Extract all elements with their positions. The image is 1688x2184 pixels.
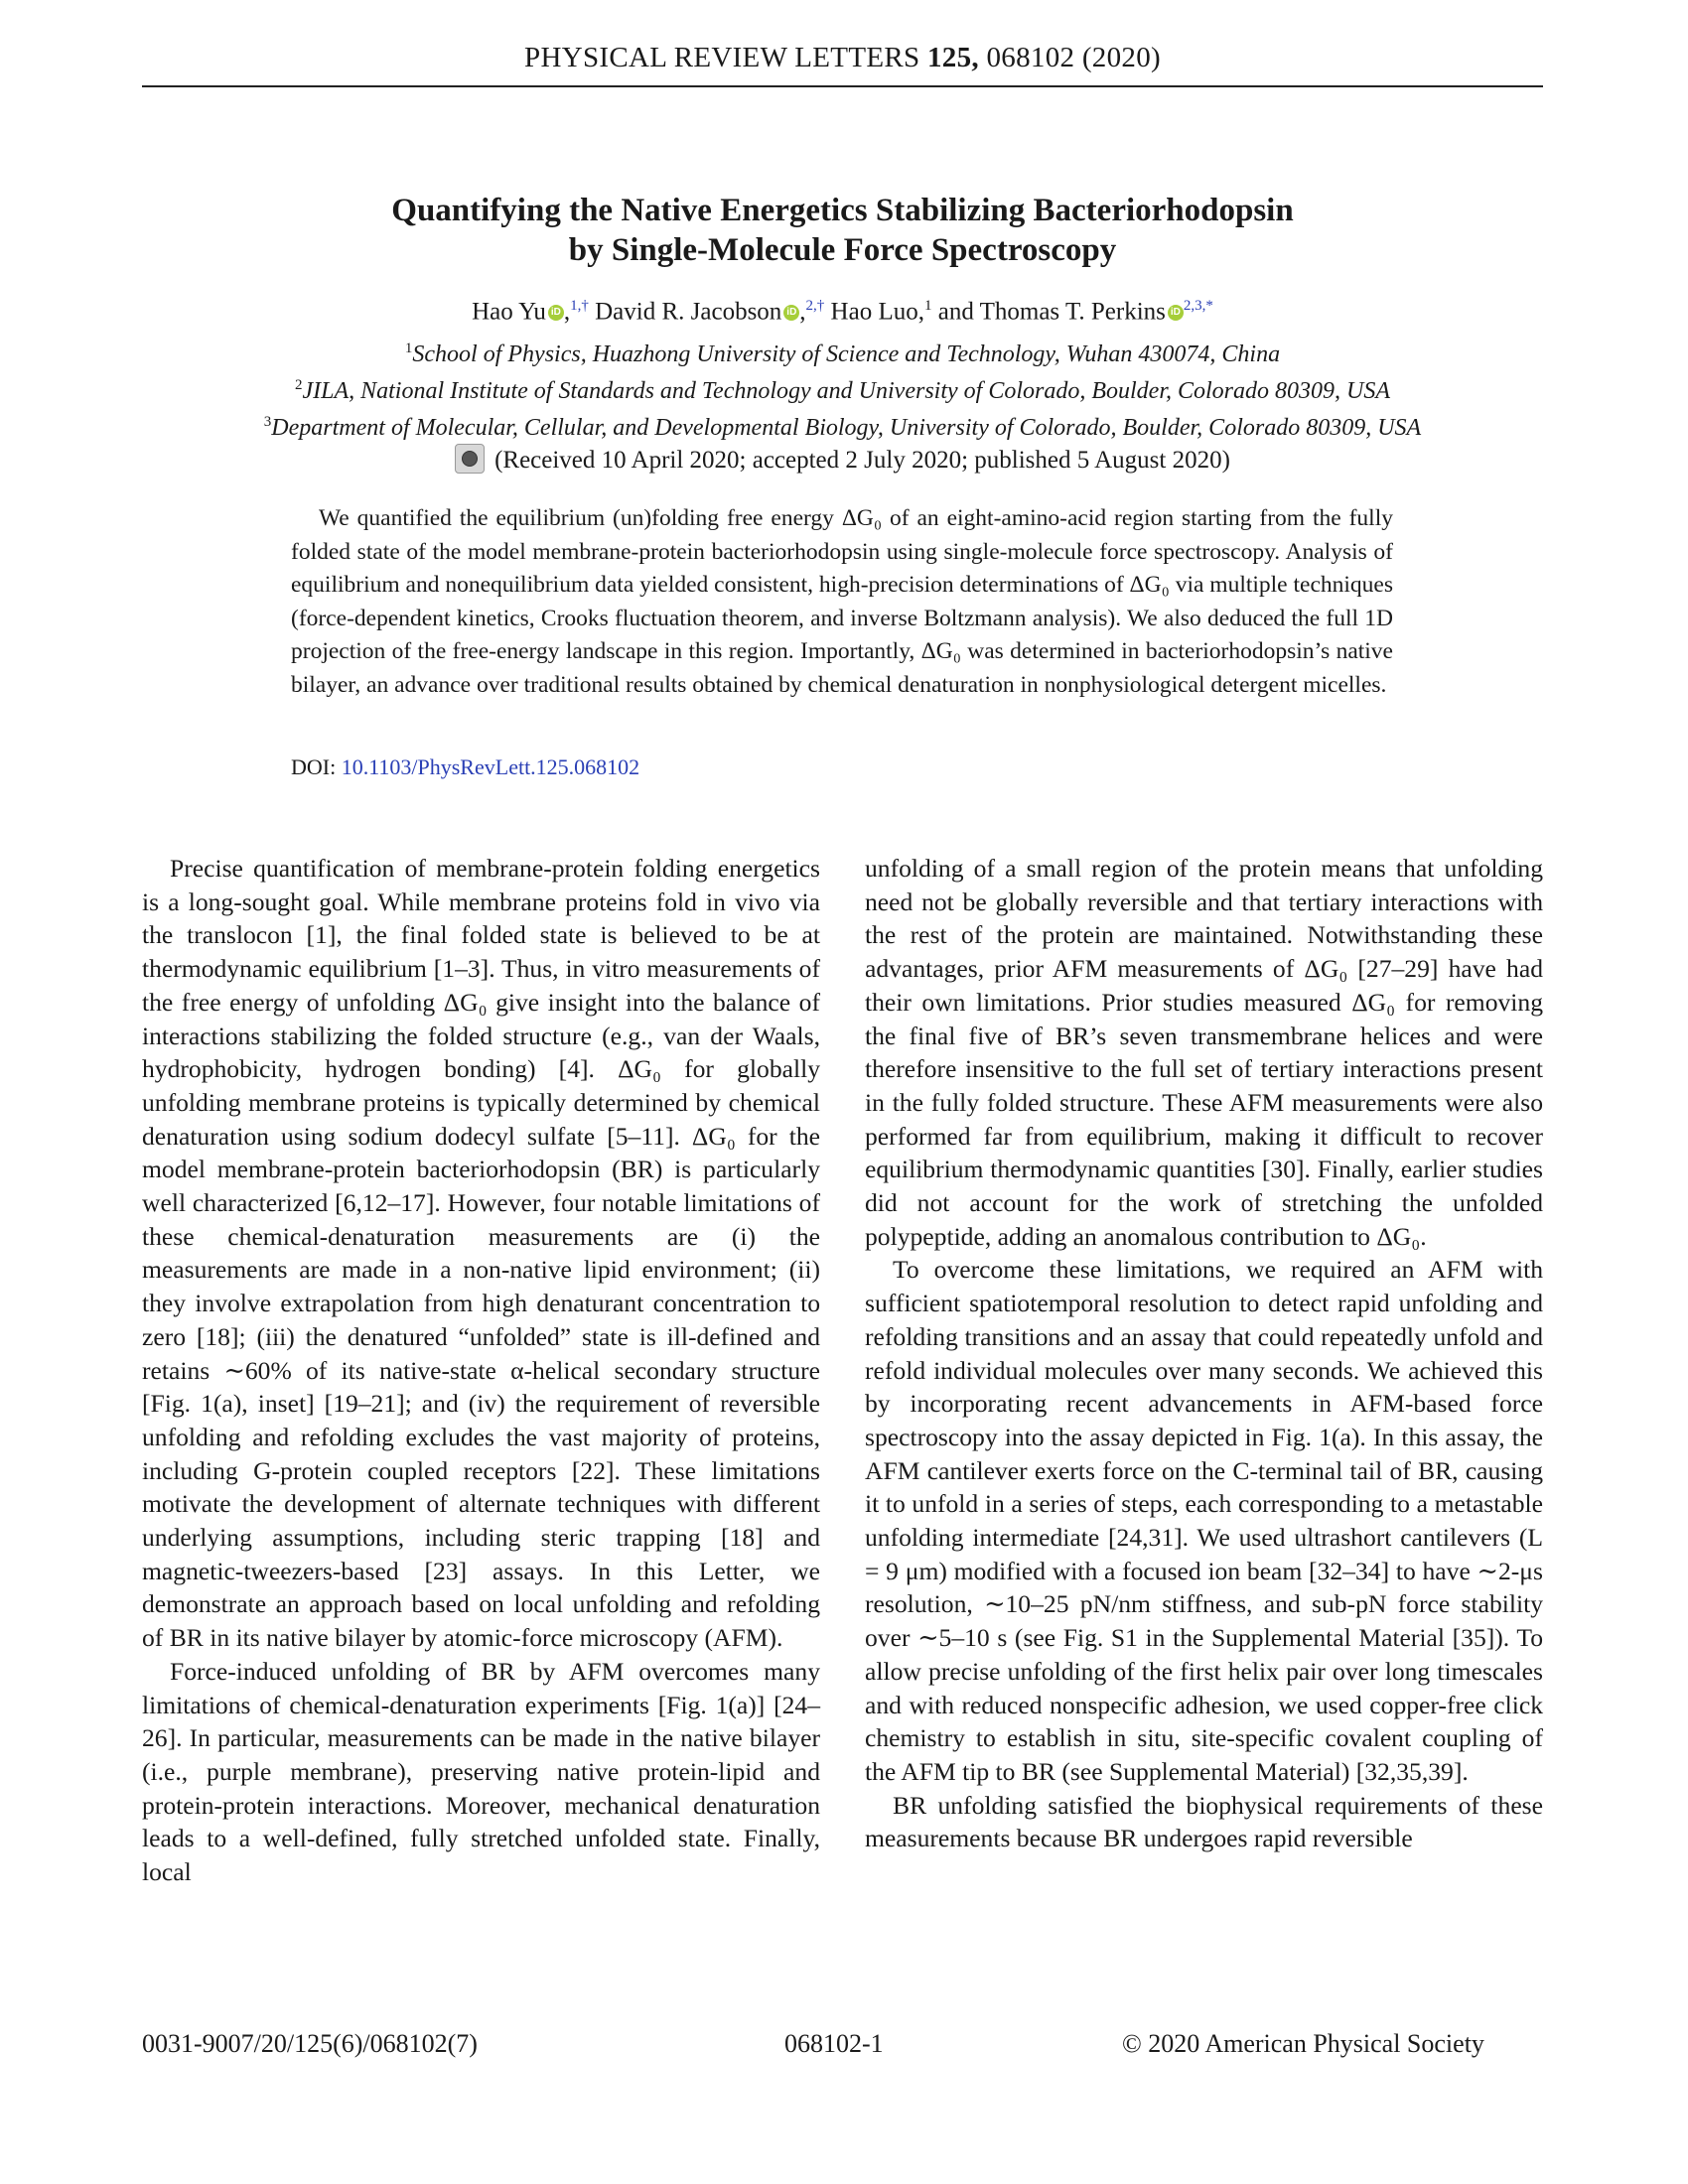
body-paragraph: Precise quantification of membrane-protein folding energetics is a long-sought goal. While membrane proteins fold in vivo via the translocon [1], the final folded state is believed to be at thermodynamic equilibrium [1–3]. Thus, in vitro measurements of the free energy of unfolding ΔG₀ give insight into the balance of interactions stabilizing the folded structure (e.g., van der Waals, hydrophobicity, hydrogen bonding) [4]. ΔG₀ for globally unfolding membrane proteins is typically determined by chemical denaturation using sodium dodecyl sulfate [5–11]. ΔG₀ for the model membrane-protein bacteriorhodopsin (BR) is particularly well characterized [6,12–17]. However, four notable limitations of these chemical-denaturation measurements are (i) the measurements are made in a non-native lipid environment; (ii) they involve extrapolation from high denaturant concentration to zero [18]; (iii) the denatured “unfolded” state is ill-defined and retains ∼60% of its native-state α-helical secondary structure [Fig. 1(a), inset] [19–21]; and (iv) the requirement of reversible unfolding and refolding excludes the vast majority of proteins, including G-protein coupled receptors [22]. These limitations motivate the development of alternate techniques with different underlying assumptions, including steric trapping [18] and magnetic-tweezers-based [23] assays. In this Letter, we demonstrate an approach based on local unfolding and refolding of BR in its native bilayer by atomic-force microscopy (AFM).: [142, 854, 820, 1653]
author-name: David R. Jacobson: [595, 298, 782, 326]
author-name: and Thomas T. Perkins: [937, 298, 1166, 326]
body-paragraph: BR unfolding satisfied the biophysical requirements of these measurements because BR undergoes rapid reversible: [865, 1790, 1543, 1853]
author-name: Hao Yu: [472, 298, 546, 326]
affiliation-text: JILA, National Institute of Standards and Technology and University of Colorado, Boulder, Colorado 80309, USA: [302, 378, 1391, 404]
affiliation: [142, 370, 1543, 407]
running-header: [142, 42, 1543, 74]
doi-link[interactable]: 10.1103/PhysRevLett.125.068102: [341, 754, 640, 779]
affiliation-text: Department of Molecular, Cellular, and Developmental Biology, University of Colorado, Boulder, Colorado 80309, USA: [271, 415, 1422, 441]
title-line-2: by Single-Molecule Force Spectroscopy: [568, 232, 1117, 268]
footer-page-number: 068102-1: [784, 2029, 884, 2058]
author-list: Hao Yu iD ,$^{1,\dagger}$ David R. Jacobson iD ,$^{2,\dagger}$ Hao Luo,$^1$ and Thomas T. Perkins iD $^{2,3,*}$: [472, 298, 1213, 326]
body-column-left: [142, 852, 820, 1889]
article-number-year: 068102 (2020): [986, 42, 1161, 73]
orcid-icon[interactable]: iD: [548, 305, 564, 321]
affiliation-number: 3: [263, 414, 272, 430]
body-paragraph: Force-induced unfolding of BR by AFM overcomes many limitations of chemical-denaturation experiments [Fig. 1(a)] [24–26]. In particular, measurements can be made in the native bilayer (i.e., purple membrane), preserving native protein-lipid and protein-protein interactions. Moreover, mechanical denaturation leads to a well-defined, fully stretched unfolded state. Finally, local: [142, 1656, 820, 1887]
author-affiliation-mark: 2,3,*: [1183, 298, 1213, 314]
check-for-updates-icon[interactable]: [455, 444, 485, 474]
abstract: [291, 502, 1393, 702]
orcid-icon[interactable]: iD: [1168, 305, 1184, 321]
author-affiliation-mark: 1: [923, 298, 932, 314]
received-text: (Received 10 April 2020; accepted 2 July 2020; published 5 August 2020): [494, 447, 1230, 474]
affiliations: [142, 334, 1543, 444]
affiliation-text: School of Physics, Huazhong University of Science and Technology, Wuhan 430074, China: [412, 341, 1281, 367]
author-affiliation-mark: 2,†: [805, 298, 825, 314]
abstract-text: We quantified the equilibrium (un)folding free energy ΔG₀ of an eight-amino-acid region starting from the fully folded state of the model membrane-protein bacteriorhodopsin using single-molecule force spectroscopy. Analysis of equilibrium and nonequilibrium data yielded consistent, high-precision determinations of ΔG₀ via multiple techniques (force-dependent kinetics, Crooks fluctuation theorem, and inverse Boltzmann analysis). We also deduced the full 1D projection of the free-energy landscape in this region. Importantly, ΔG₀ was determined in bacteriorhodopsin’s native bilayer, an advance over traditional results obtained by chemical denaturation in nonphysiological detergent micelles.: [291, 505, 1393, 698]
body-paragraph: To overcome these limitations, we required an AFM with sufficient spatiotemporal resolution to detect rapid unfolding and refolding transitions and an assay that could repeatedly unfold and refold individual molecules over many seconds. We achieved this by incorporating recent advancements in AFM-based force spectroscopy into the assay depicted in Fig. 1(a). In this assay, the AFM cantilever exerts force on the C-terminal tail of BR, causing it to unfold in a series of steps, each corresponding to a metastable unfolding intermediate [24,31]. We used ultrashort cantilevers (L = 9 μm) modified with a focused ion beam [32–34] to have ∼2-μs resolution, ∼10–25 pN/nm stiffness, and sub-pN force stability over ∼5–10 s (see Fig. S1 in the Supplemental Material [35]). To allow precise unfolding of the first helix pair over long timescales and with reduced nonspecific adhesion, we used copper-free click chemistry to establish in situ, site-specific covalent coupling of the AFM tip to BR (see Supplemental Material) [32,35,39].: [865, 1255, 1543, 1786]
title-line-1: Quantifying the Native Energetics Stabilizing Bacteriorhodopsin: [391, 193, 1294, 228]
affiliation-number: 1: [404, 341, 413, 356]
author-name: Hao Luo,: [830, 298, 924, 326]
affiliation-number: 2: [294, 377, 303, 393]
orcid-icon[interactable]: iD: [783, 305, 799, 321]
volume-number: 125,: [926, 42, 979, 73]
affiliation: [142, 407, 1543, 444]
doi-label: DOI:: [291, 754, 337, 779]
author-affiliation-mark: 1,†: [570, 298, 589, 314]
affiliation: [142, 334, 1543, 370]
paper-title: [142, 191, 1543, 270]
doi-line: [291, 754, 639, 780]
journal-name: PHYSICAL REVIEW LETTERS: [524, 42, 920, 73]
footer-copyright: © 2020 American Physical Society: [1122, 2029, 1484, 2058]
body-paragraph: unfolding of a small region of the protein means that unfolding need not be globally reversible and that tertiary interactions with the rest of the protein are maintained. Notwithstanding these advantages, prior AFM measurements of ΔG₀ [27–29] have had their own limitations. Prior studies measured ΔG₀ for removing the final five of BR’s seven transmembrane helices and were therefore insensitive to the full set of tertiary interactions present in the fully folded structure. These AFM measurements were also performed far from equilibrium, making it difficult to recover equilibrium thermodynamic quantities [30]. Finally, earlier studies did not account for the work of stretching the unfolded polypeptide, adding an anomalous contribution to ΔG₀.: [865, 854, 1543, 1251]
body-column-right: [865, 852, 1543, 1855]
received-dates: [142, 444, 1543, 475]
footer-issn: 0031-9007/20/125(6)/068102(7): [142, 2029, 478, 2058]
header-rule: [142, 85, 1543, 87]
